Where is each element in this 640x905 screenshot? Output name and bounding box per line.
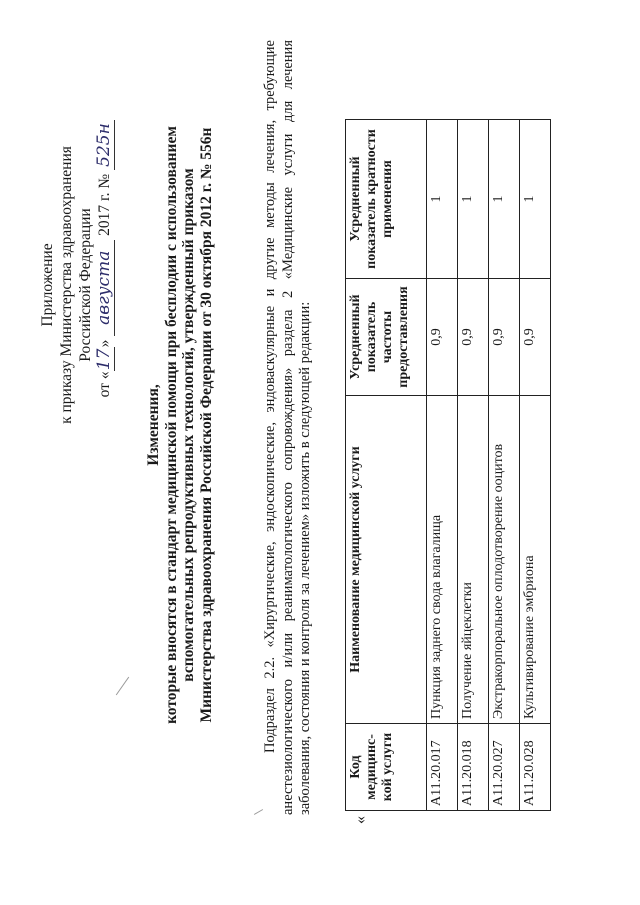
date-prefix: от « [96, 371, 113, 398]
appendix-date-line [95, 120, 115, 450]
appendix-title: Приложение [39, 243, 56, 327]
appendix-federation-line: Российской Федерации [77, 208, 94, 362]
header-multiplicity: Усредненный показатель кратности применения [346, 120, 427, 279]
medical-services-table [345, 119, 551, 811]
row-frequency: 0,9 [489, 279, 520, 396]
heading-line-4: Министерства здравоохранения Российской Федерации от 30 октября 2012 г. № 556н [197, 127, 215, 723]
row-multiplicity: 1 [427, 120, 458, 279]
appendix-block [38, 120, 115, 450]
row-multiplicity: 1 [520, 120, 551, 279]
header-code: Код медицинс-кой услуги [346, 724, 427, 811]
scan-speck [116, 677, 129, 696]
row-multiplicity: 1 [458, 120, 489, 279]
row-code: A11.20.028 [520, 724, 551, 811]
row-frequency: 0,9 [458, 279, 489, 396]
row-frequency: 0,9 [427, 279, 458, 396]
table-row [489, 120, 520, 811]
opening-quote-mark: « [352, 816, 369, 824]
header-name: Наименование медицинской услуги [346, 396, 427, 724]
heading-line-1: Изменения, [145, 384, 162, 466]
row-code: A11.20.027 [489, 724, 520, 811]
row-frequency: 0,9 [520, 279, 551, 396]
row-name: Получение яйцеклетки [458, 396, 489, 724]
row-code: A11.20.018 [458, 724, 489, 811]
table-header-row [346, 120, 427, 811]
document-heading [145, 45, 215, 805]
row-name: Пункция заднего свода влагалища [427, 396, 458, 724]
order-number: 525н [95, 120, 115, 170]
intro-paragraph: Подраздел 2.2. «Хирургические, эндоскопические, эндоваскулярные и другие методы лечения, требующие анестезиологического и/или реаниматологического сопровождения» раздела 2 «Медицинские услуги для лечения заболевания, состояния и контроля за лечением» изложить в следующей редакции: [262, 40, 313, 815]
date-month: августа [95, 240, 115, 336]
row-name: Культивирование эмбриона [520, 396, 551, 724]
table-row [458, 120, 489, 811]
heading-line-2: которые вносятся в стандарт медицинской помощи при бесплодии с использованием [162, 126, 180, 724]
appendix-order-line: к приказу Министерства здравоохранения [58, 146, 75, 424]
date-year: 2017 г. № [96, 173, 113, 236]
table-row [520, 120, 551, 811]
row-name: Экстракорпоральное оплодотворение ооцитов [489, 396, 520, 724]
date-day: 17 [94, 348, 114, 371]
row-multiplicity: 1 [489, 120, 520, 279]
table-row [427, 120, 458, 811]
row-code: A11.20.017 [427, 724, 458, 811]
heading-line-3: вспомогательных репродуктивных технологий, утвержденный приказом [180, 168, 197, 682]
header-frequency: Усредненный показатель частоты предоставления [346, 279, 427, 396]
date-mid: » [96, 339, 113, 348]
